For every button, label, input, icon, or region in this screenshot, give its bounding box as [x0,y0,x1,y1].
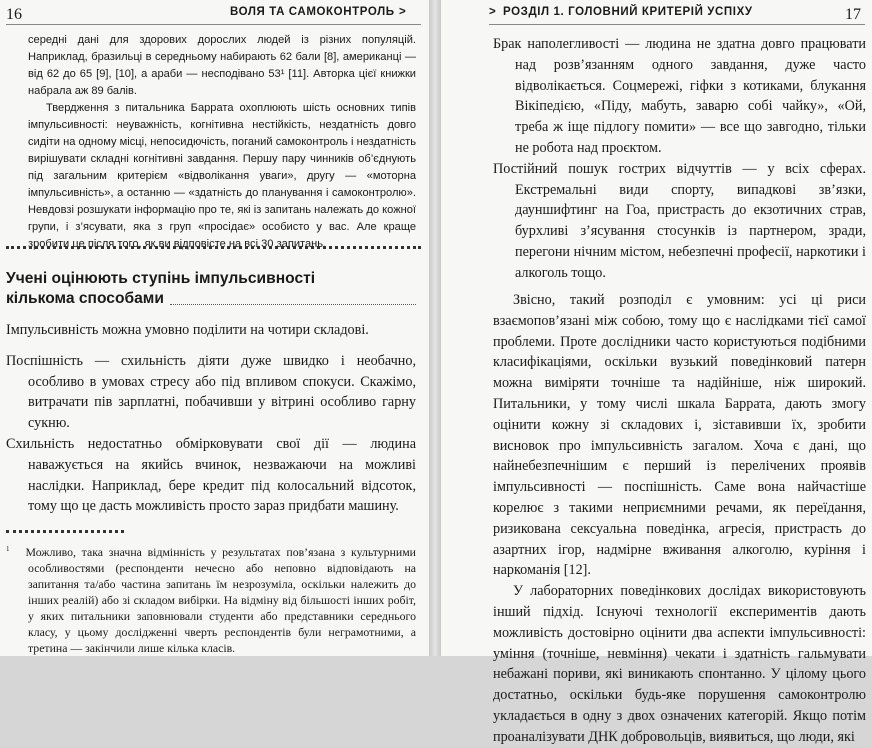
footnote-marker: 1 [6,545,10,553]
footnote-text: Можливо, така значна відмінність у результатах пов’язана з культурними особливостями (респонденти нечесно або неповно відповідають на запитання та/або частина запитань їм незрозуміла, оскільки належить до інших реалій) або зі складом вибірки. На відміну від більшості інших робіт, у яких питальники заповнювали студенти або представники середнього класу, у цьому дослідженні чверть респондентів були неграмотними, а третина — закінчили лише кілька класів. [25,544,416,655]
left-running-head-title: ВОЛЯ ТА САМОКОНТРОЛЬ [230,6,395,18]
body-paragraph: Звісно, такий розподіл є умовним: усі ці риси взаємопов’язані між собою, тому що є наслідками тієї самої проблеми. Проте дослідники часто користуються подібними класифікаціями, оскільки вузький поведінковий патерн можна виміряти точніше та надійніше, ніж широкий. Питальники, у тому числі шкала Баррата, дають змогу оцінити кожну зі складових і, зіставивши їх, зробити висновок про імпульсивність загалом. Хоча є дані, що найнебезпечнішим є перший із перелічених проявів імпульсивності — поспішність. Саме вона найчастіше корелює з такими неприємними речами, як переїдання, ризикована сексуальна поведінка, агресія, пристрасть до азартних ігор, надмірне вживання алкоголю, куріння і наркоманія [12]. [493,292,866,579]
footnote-paragraph [6,541,416,656]
sidebar-paragraph: Твердження з питальника Баррата охоплюють шість основних типів імпульсивності: неуважність, когнітивна нестійкість, нездатність довго сидіти на одному місці, непосидючість, поганий самоконтроль і нездатність вирішувати складні когнітивні завдання. Першу пару чинників об’єднують під загальним критерієм «відволікання уваги», другу — «моторна імпульсивність», а останню — «здатність до планування і самоконтролю». Невдовзі розшукати інформацію про те, які із запитань належать до кожної групи, і з’ясувати, яка з груп «просідає» особисто у вас. Але краще зробити це після того, як ви відповісте на всі 30 запитань. [28,102,416,250]
left-page [0,0,429,656]
footnote [6,541,416,656]
list-item: Постійний пошук гострих відчуттів — у всіх сферах. Екстремальні види спорту, випадкові зв’язки, дауншифтинг на Гоа, пристрасть до екзотичних страв, бурхливі з’ясування стосунків із партнером, зради, перегони нічним містом, небезпечні професії, наркотики і алкоголь тощо. [493,160,866,281]
sidebar-paragraph: середні дані для здорових дорослих людей із різних популяцій. Наприклад, бразильці в середньому набирають 62 бали [8], американці — від 62 до 65 [9], [10], а араби — несподівано 53¹ [11]. Авторка цієї книжки набрала аж 89 балів. [28,34,416,97]
list-item: Схильність недостатньо обмірковувати свої дії — людина наважується на якийсь вчинок, незважаючи на можливі наслідки. Наприклад, бере кредит під колосальний відсоток, тому що це дасть можливість просто зараз придбати машину. [6,435,416,515]
right-running-head-arrow: > [489,6,497,18]
right-main-text [493,290,866,748]
right-head-rule [489,24,865,25]
left-running-head [0,4,429,22]
intro-paragraph: Імпульсивність можна умовно поділити на чотири складові. [6,322,369,338]
left-main-text [6,320,416,517]
body-paragraph: У лабораторних поведінкових дослідах використовують інший підхід. Існуючі технології експериментів дають можливість достовірно оцінити два аспекти імпульсивності: уміння (точніше, невміння) чекати і здатність гальмувати небажані пориви, які виникають спонтанно. У цілому цього достатньо, оскільки будь-яке порушення самоконтролю укладається в одну з двох означених категорій. Якщо потім проаналізувати ДНК добровольців, виявиться, що люди, які [493,583,866,745]
book-gutter [429,0,441,656]
left-running-head-arrow: > [399,6,407,18]
right-running-head-title: РОЗДІЛ 1. ГОЛОВНИЙ КРИТЕРІЙ УСПІХУ [503,6,753,18]
list-item: Поспішність — схильність діяти дуже швидко і необачно, особливо в умовах стресу або під впливом спокуси. Скажімо, витрачати пів зарплатні, побачивши у вітрині особливо гарну сукню. [6,352,416,432]
right-page [441,0,872,745]
right-page-number: 17 [845,6,861,23]
sidebar-text [28,32,416,253]
right-running-head [441,4,872,22]
section-title-line-2: кількома способами [6,290,164,307]
section-title-line-1: Учені оцінюють ступінь імпульсивності [6,270,316,287]
list-item: Брак наполегливості — людина не здатна довго працювати над розв’язанням одного завдання, дуже часто відволікається. Соцмережі, гіфки з котиками, блукання Вікіпедією, «Піду, мабуть, заварю собі чайку», «Ой, треба ж іще підлогу помити» — все що завгодно, тільки не робота над проєктом. [493,36,866,156]
section-divider [6,246,421,249]
section-title [6,269,416,309]
title-leader-dots [170,304,416,305]
left-page-number: 16 [6,6,22,23]
right-list [493,34,866,284]
section-title-line-2-row [6,289,416,309]
footnote-divider [6,530,124,533]
left-head-rule [6,24,421,25]
